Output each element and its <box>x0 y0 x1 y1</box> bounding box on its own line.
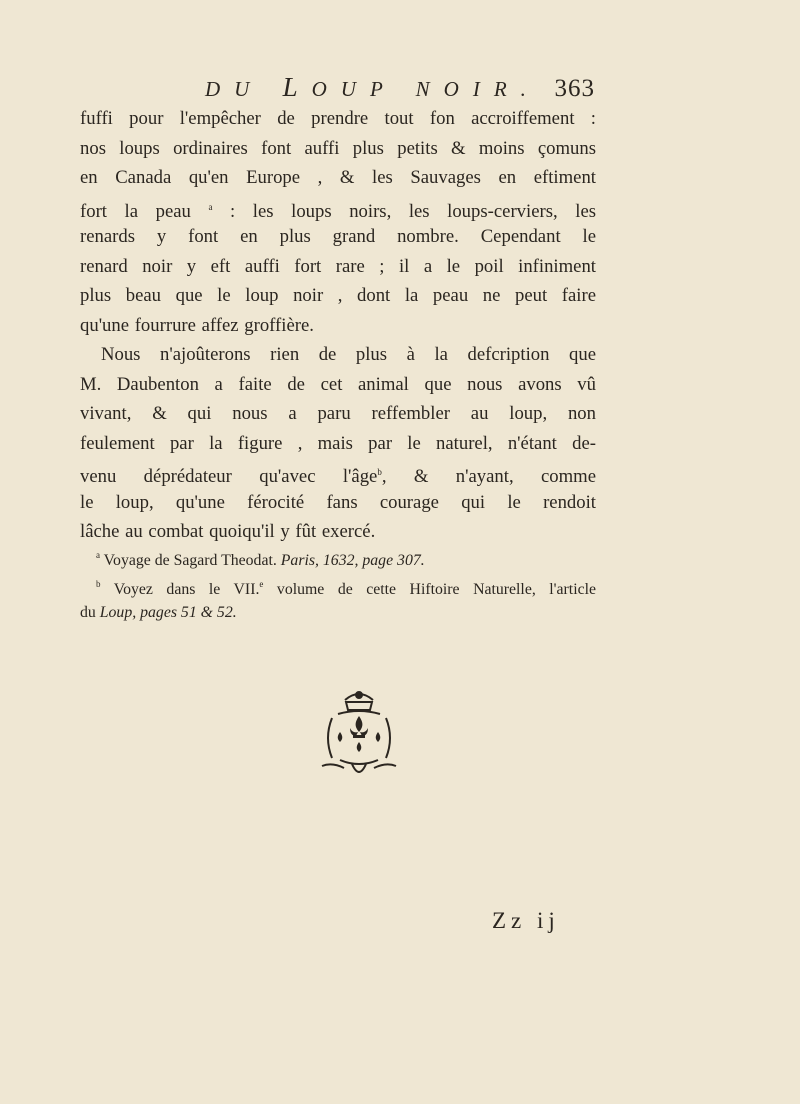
running-title-capital: L <box>282 72 312 102</box>
footnote-b-text-2: volume de cette Hiftoire Naturelle, l'article <box>276 580 596 598</box>
text-line-7: plus beau que le loup noir , dont la peau ne peut faire <box>80 285 596 306</box>
text-line-11: vivant, & qui nous a paru reffembler au loup, non <box>80 403 596 424</box>
footnote-ref-b: b <box>377 467 382 477</box>
text-line-12: feulement par la figure , mais par le naturel, n'étant de- <box>80 432 596 454</box>
footnote-b-text-3: du <box>80 604 96 621</box>
footnote-b-continued <box>80 601 596 625</box>
footnote-a-text: Voyage de Sagard Theodat. <box>103 552 277 569</box>
text-line-8: qu'une fourrure affez groffière. <box>80 314 314 336</box>
footnotes <box>80 544 596 625</box>
text-line-4 <box>80 193 596 223</box>
running-title <box>205 72 540 103</box>
main-text <box>80 104 596 547</box>
footnote-b-text-1: Voyez dans le VII. <box>113 580 260 598</box>
running-title-part2: OUP NOIR. <box>311 77 540 101</box>
text-line-2: nos loups ordinaires font auffi plus petits & moins çomuns <box>80 137 596 159</box>
text-line-10: M. Daubenton a faite de cet animal que nous avons vû <box>80 373 596 395</box>
crown-fleur-de-lis-icon <box>310 688 408 780</box>
text-line-9: Nous n'ajoûterons rien de plus à la defcription que <box>101 344 596 365</box>
text-line-3: en Canada qu'en Europe , & les Sauvages en eftiment <box>80 167 596 188</box>
text-line-4-end: : les loups noirs, les loups-cerviers, les <box>230 200 597 222</box>
text-line-14: le loup, qu'une férocité fans courage qui le rendoit <box>80 491 596 513</box>
footnote-ref-a: a <box>208 201 213 212</box>
text-line-6: renard noir y eft auffi fort rare ; il a le poil infiniment <box>80 255 596 277</box>
footnote-a <box>80 544 596 573</box>
text-line-1: fuffi pour l'empêcher de prendre tout fon accroiffement : <box>80 108 596 129</box>
footnote-b-italic: Loup, pages 51 & 52. <box>99 604 237 621</box>
footnote-b <box>80 573 596 602</box>
text-line-5: renards y font en plus grand nombre. Cependant le <box>80 226 596 247</box>
footnote-b-mark: b <box>96 578 101 589</box>
text-line-13-start: venu déprédateur qu'avec l'âge <box>80 466 378 487</box>
page-number: 363 <box>554 75 595 102</box>
text-line-13-end: , & n'ayant, comme <box>381 466 596 487</box>
footnote-a-mark: a <box>96 550 100 560</box>
footnote-b-superscript: e <box>259 578 264 589</box>
footnote-a-italic: Paris, 1632, page 307. <box>280 552 425 569</box>
text-line-4-start: fort la peau <box>80 200 191 222</box>
text-line-15: lâche au combat quoiqu'il y fût exercé. <box>80 521 376 542</box>
running-title-part1: DU <box>205 77 283 101</box>
page-header <box>205 72 595 103</box>
text-line-13 <box>80 458 596 488</box>
signature-mark: Zz ij <box>492 908 560 933</box>
